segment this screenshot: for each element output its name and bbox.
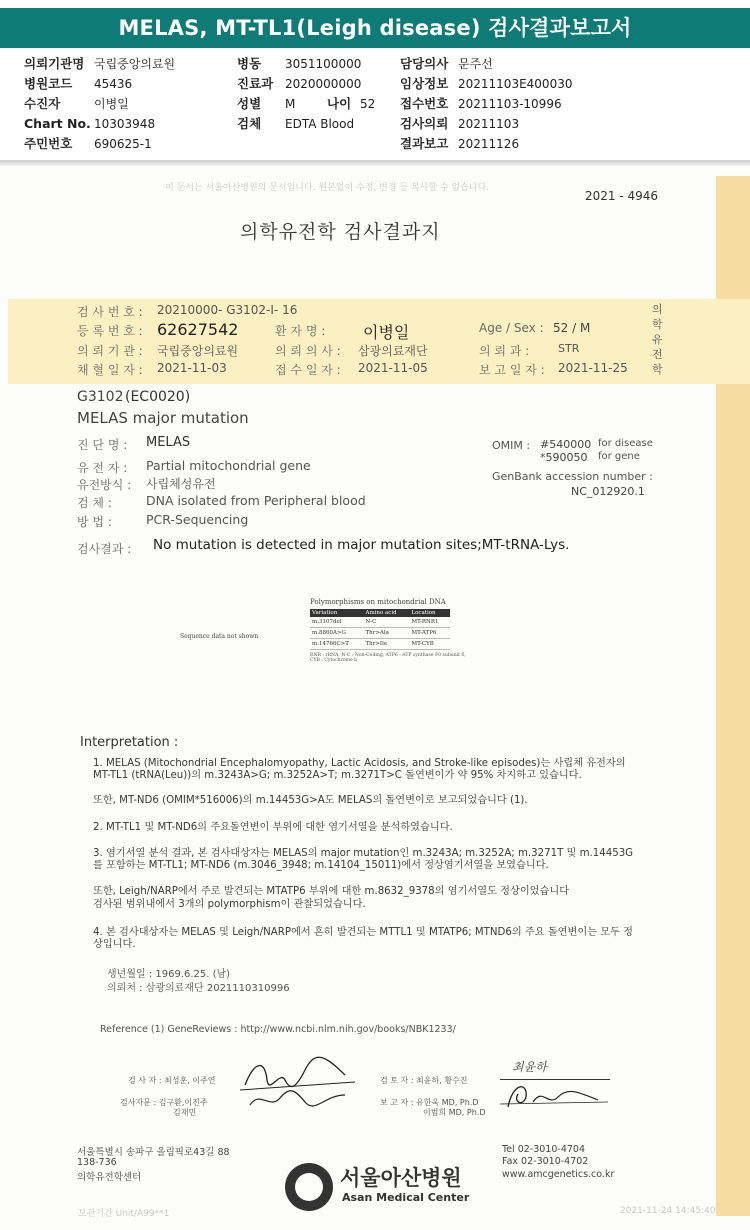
interpretation-item-4: 4. 본 검사대상자는 MELAS 및 Leigh/NARP에서 흔히 발견되는 MTTL1 및 MTATP6; MTND6의 주요 돌연변이는 모두 정상입니다. (93, 927, 634, 950)
footer-right: 2021-11-24 14:45:40 (620, 1206, 716, 1216)
cell: Thr>Ala (363, 628, 409, 639)
table-row (310, 639, 450, 650)
dept-scan: STR (558, 342, 580, 355)
hospital-name-ko: 서울아산병원 (340, 1166, 462, 1190)
col-amino-acid: Amino acid (363, 609, 409, 617)
report-date-label: 결과보고 (400, 136, 449, 151)
doctor-scan: 삼광의료재단 (358, 344, 428, 358)
table-row (310, 628, 450, 639)
genbank: NC_012920.1 (571, 485, 645, 498)
reporter: 보 고 자 : 유한욱 MD, Ph.D (380, 1098, 479, 1107)
advisor-2: 김재민 (173, 1108, 197, 1117)
cell: MT-CYB (409, 639, 450, 650)
reviewer-signature: 최윤하 (512, 1060, 547, 1074)
tel: Tel 02-3010-4704 (502, 1144, 585, 1155)
report-date-value: 20211126 (458, 137, 520, 151)
interpretation-item-1b: 또한, MT-ND6 (OMIM*516006)의 m.14453G>A도 MELAS의 돌연변이로 보고되었습니다 (1). (93, 795, 528, 806)
test-name: MELAS major mutation (77, 409, 249, 427)
gene-label: 유 전 자 : (77, 461, 128, 475)
patient-value: 이병일 (94, 97, 129, 111)
inherit-label: 유전방식 : (77, 478, 132, 492)
examiner: 검 사 자 : 최성훈, 이주연 (128, 1076, 216, 1085)
request-date-value: 20211103 (458, 117, 520, 131)
test-code-2: (EC0020) (125, 389, 191, 405)
doctor-label-scan: 의 뢰 의 사 : (275, 344, 341, 358)
omim-disease-note: for disease (598, 438, 653, 449)
table-footnote-1: RNR : rRNA, N-C : Non-Coding, ATP6 : ATP synthase F0 subunit 6, (310, 653, 466, 658)
interpretation-item-3c: 검사된 범위내에서 3개의 polymorphism이 관찰되었습니다. (93, 899, 366, 910)
table-header-row (310, 609, 450, 617)
polymorphism-table (310, 598, 480, 663)
test-code: G3102 (77, 389, 124, 405)
dob: 생년월일 : 1969.6.25. (남) (107, 969, 231, 980)
patient-label: 수진자 (24, 96, 61, 111)
cell: m.3107del (310, 617, 363, 628)
receipt-no-label: 접수번호 (400, 96, 449, 111)
hospital-code-label: 병원코드 (24, 76, 73, 91)
cell: Thr>Ile (363, 639, 409, 650)
inst-label-scan: 의 뢰 기 관 : (77, 344, 143, 358)
inherit: 사립체성유전 (146, 477, 216, 491)
omim-gene: *590050 (540, 451, 588, 464)
advisor: 검사자문 : 김구환,이진주 (120, 1098, 208, 1107)
collect-date: 2021-11-03 (157, 361, 227, 375)
method: PCR-Sequencing (146, 512, 249, 527)
reference: Reference (1) GeneReviews : http://www.ncbi.nlm.nih.gov/books/NBK1233/ (100, 1024, 456, 1035)
receive-label: 접 수 일 자 : (275, 363, 341, 377)
address-3: 의학유전학센터 (77, 1172, 142, 1183)
website: www.amcgenetics.co.kr (502, 1169, 615, 1180)
reviewer: 검 토 자 : 최윤하, 황수진 (380, 1076, 468, 1085)
reg-no: 62627542 (157, 320, 239, 339)
polymorphism-caption: Polymorphisms on mitochondrial DNA (310, 598, 446, 606)
scan-heading: 의학유전학 검사결과지 (240, 221, 441, 243)
request-date-label: 검사의뢰 (400, 116, 449, 131)
resident-no-value: 690625-1 (94, 137, 152, 151)
ward-label: 병동 (237, 56, 262, 71)
interpretation-item-3: 3. 염기서열 분석 결과, 본 검사대상자는 MELAS의 major mutation인 m.3243A; m.3252A; m.3271T 및 m.14453G를 포함하는 MT-TL1; MT-ND6 (m.3046_3948; m.14104_15011)에서 정상염기서열을 보였습니다. (93, 848, 634, 871)
age-label: 나이 (327, 96, 352, 111)
doctor-value: 문주선 (458, 57, 493, 71)
col-location: Location (409, 609, 450, 617)
patient-name-label: 환 자 명 : (275, 324, 326, 338)
omim-disease: #540000 (540, 438, 592, 451)
inst-value: 국립중앙의료원 (94, 57, 176, 71)
chart-no-value: 10303948 (94, 117, 156, 131)
specimen-label-scan: 검 체 : (77, 496, 112, 510)
sex-value: M (285, 97, 296, 111)
result-label: 검사결과 : (77, 542, 132, 556)
examiner-signature (235, 1050, 360, 1115)
interpretation-title: Interpretation : (80, 735, 179, 750)
hospital-code-value: 45436 (94, 77, 133, 91)
method-label: 방 법 : (77, 515, 112, 529)
specimen-scan: DNA isolated from Peripheral blood (146, 493, 366, 508)
interpretation-item-1: 1. MELAS (Mitochondrial Encephalomyopathy, Lactic Acidosis, and Stroke-like episodes)는 사립체 유전자의 MT-TL1 (tRNA(Leu))의 m.3243A>G; m.3252A>T; m.3271T>C 돌연변이가 약 95% 차지하고 있습니다. (93, 758, 626, 781)
cell: MT-ATP6 (409, 628, 450, 639)
omim-gene-note: for gene (598, 451, 640, 462)
ward-value: 3051100000 (285, 57, 362, 71)
reporter-2: 이범희 MD, Ph.D (423, 1108, 486, 1117)
interpretation-item-2: 2. MT-TL1 및 MT-ND6의 주요돌연변이 부위에 대한 염기서열을 분석하였습니다. (93, 822, 453, 833)
signature-line (500, 1079, 610, 1080)
copy-notice: 이 문서는 서울아산병원의 문서입니다. 원본없이 수정, 변경 등 복사할 수 없습니다. (165, 183, 490, 193)
cell: MT-RNR1 (409, 617, 450, 628)
cell: m.8860A>G (310, 628, 363, 639)
genbank-label: GenBank accession number : (492, 470, 653, 483)
inst-scan: 국립중앙의료원 (157, 344, 239, 358)
address-2: 138-736 (77, 1157, 117, 1168)
clinical-info-value: 20211103E400030 (458, 77, 573, 91)
referrer: 의뢰처 : 삼광의료재단 2021110310996 (107, 983, 290, 994)
report-date-scan: 2021-11-25 (558, 361, 628, 375)
table-footnote-2: CYB : Cytochrome b (310, 658, 358, 663)
diagnosis: MELAS (146, 435, 191, 450)
age-value: 52 (360, 97, 376, 111)
hospital-name-en: Asan Medical Center (342, 1191, 470, 1204)
footer-left: 보관기간 Unit/A99**1 (78, 1209, 170, 1219)
clinical-info-label: 임상정보 (400, 76, 449, 91)
gene: Partial mitochondrial gene (146, 458, 311, 473)
result: No mutation is detected in major mutation sites;MT-tRNA-Lys. (153, 537, 570, 553)
info-col3 (400, 54, 572, 154)
specimen-label: 검체 (237, 116, 262, 131)
dept-label-scan: 의 뢰 과 : (479, 344, 530, 358)
report-label-scan: 보 고 일 자 : (479, 363, 545, 377)
exam-no: 20210000- G3102-I- 16 (157, 303, 298, 317)
receipt-no-value: 20211103-10996 (458, 97, 562, 111)
table-row (310, 617, 450, 628)
inst-label: 의뢰기관명 (24, 56, 85, 71)
address-1: 서울특별시 송파구 올림픽로43길 88 (77, 1147, 230, 1158)
side-label: 의학유전학 (652, 303, 663, 376)
info-col2 (237, 54, 375, 134)
dept-value: 2020000000 (285, 77, 362, 91)
reg-no-label: 등 록 번 호 : (77, 324, 143, 338)
info-col1 (24, 54, 175, 154)
hospital-logo-icon (285, 1163, 333, 1211)
doctor-label: 담당의사 (400, 56, 449, 71)
exam-no-label: 검 사 번 호 : (77, 305, 143, 319)
interpretation-item-3b: 또한, Leigh/NARP에서 주로 발견되는 MTATP6 부위에 대한 m.8632_9378의 염기서열도 정상이었습니다 (93, 886, 570, 897)
receive-date: 2021-11-05 (358, 361, 428, 375)
doc-number: 2021 - 4946 (585, 189, 659, 203)
sex-label: 성별 (237, 96, 262, 111)
cell: m.14766C>T (310, 639, 363, 650)
resident-no-label: 주민번호 (24, 136, 73, 151)
sequence-note: Sequence data not shown (180, 633, 259, 640)
chart-no-label: Chart No. (24, 116, 91, 131)
omim-label: OMIM : (492, 439, 531, 452)
cell: N-C (363, 617, 409, 628)
fax: Fax 02-3010-4702 (502, 1156, 589, 1167)
dept-label: 진료과 (237, 76, 274, 91)
col-variation: Variation (310, 609, 363, 617)
agesex: 52 / M (553, 321, 591, 335)
patient-name: 이병일 (363, 323, 410, 342)
diagnosis-label: 진 단 명 : (77, 438, 128, 452)
specimen-value: EDTA Blood (285, 117, 355, 131)
collect-label: 채 혈 일 자 : (77, 363, 143, 377)
report-title: MELAS, MT-TL1(Leigh disease) 검사결과보고서 (0, 8, 750, 48)
agesex-label: Age / Sex : (479, 321, 544, 335)
